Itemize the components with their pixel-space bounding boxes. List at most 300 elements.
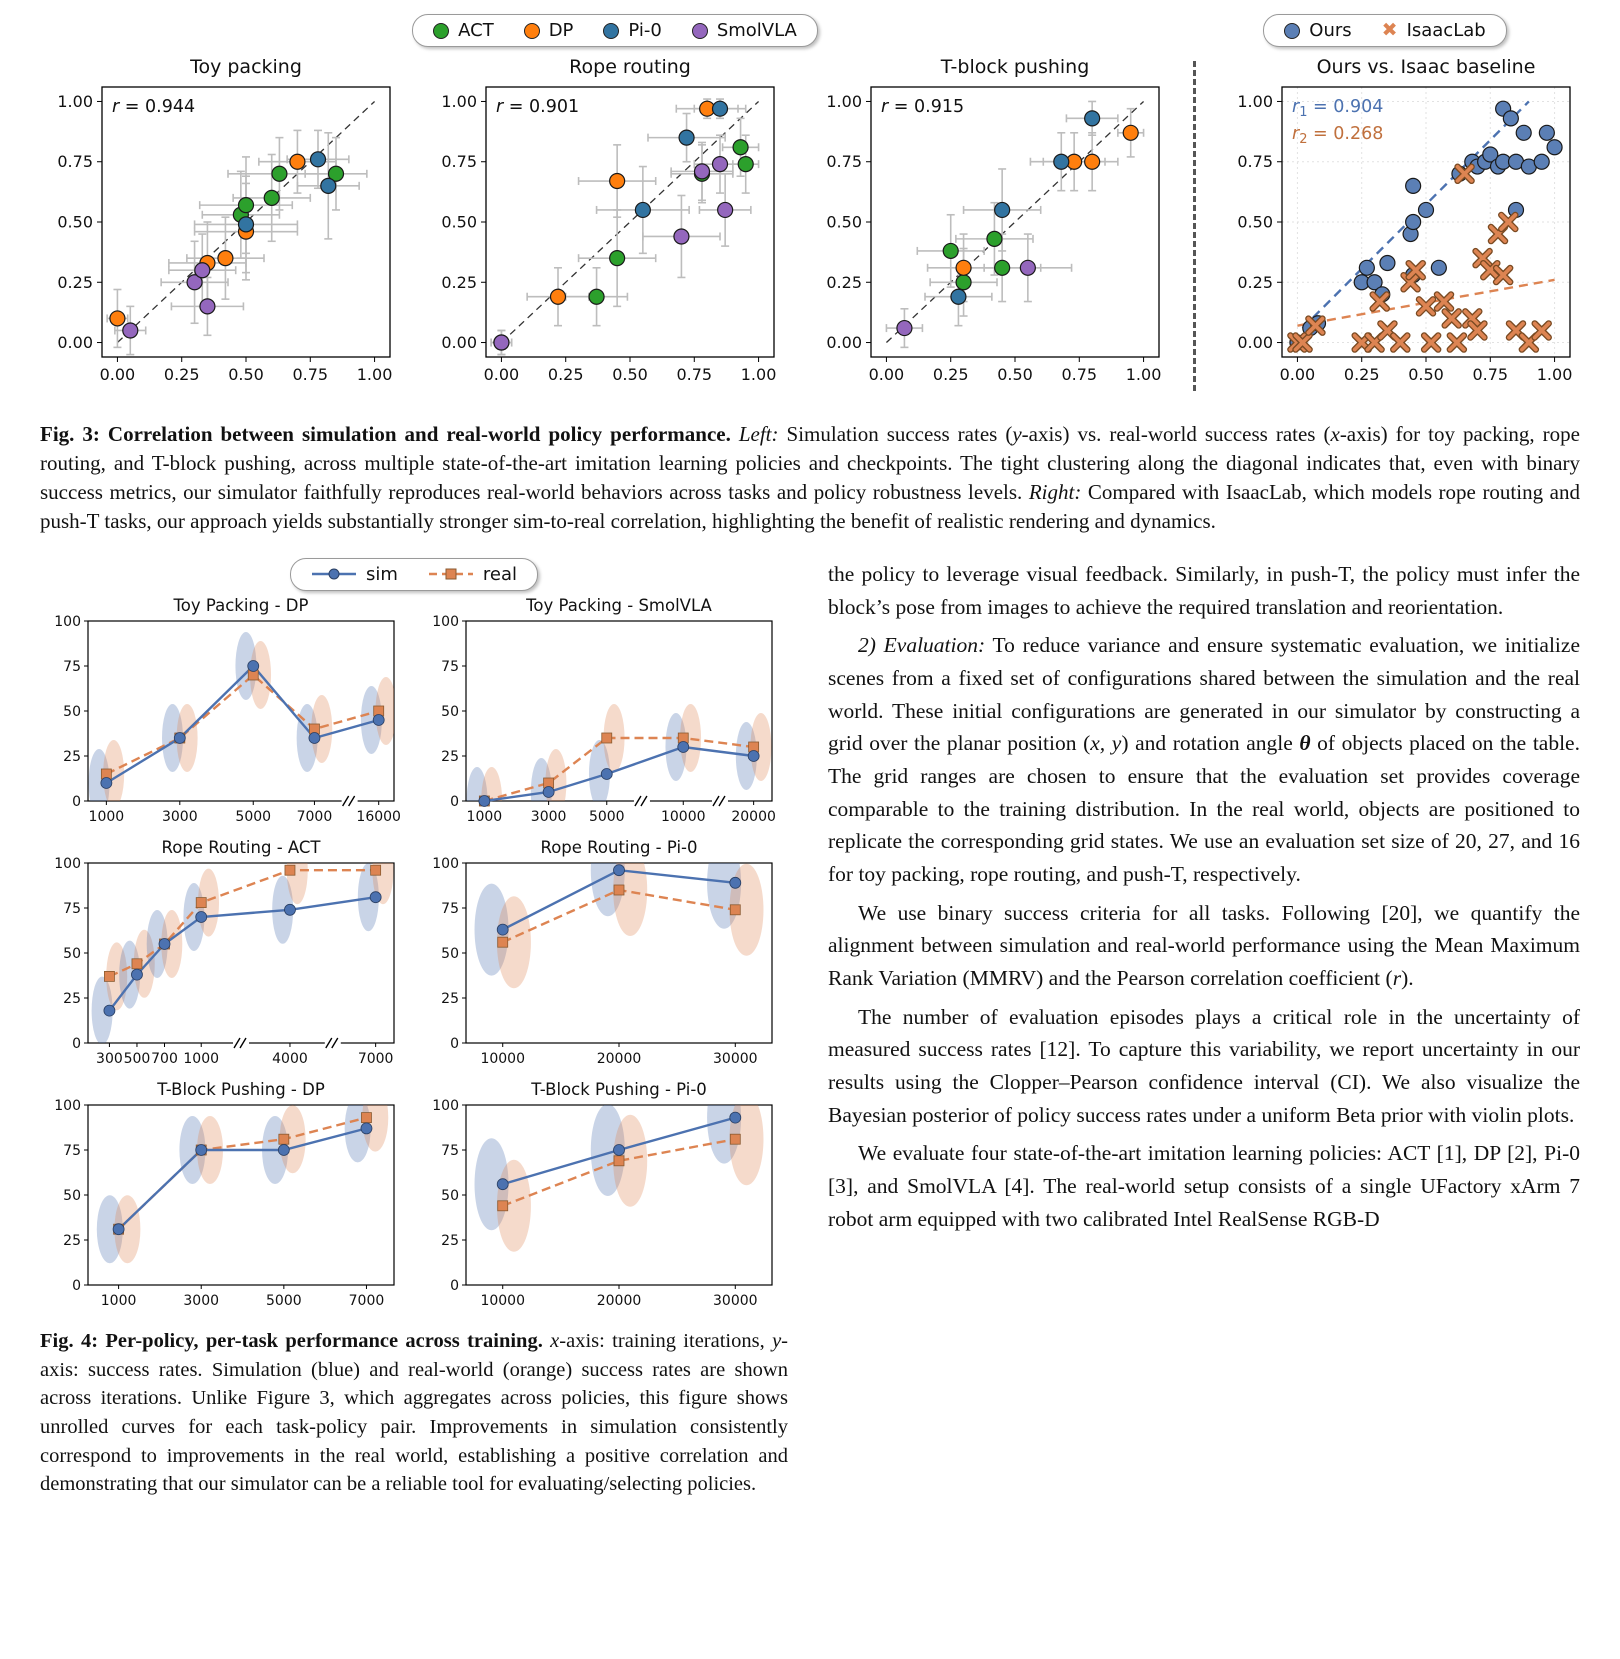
y-tick-label: 75 (63, 658, 81, 675)
pi-0-data-point (321, 178, 336, 193)
smolvla-data-point (195, 263, 210, 278)
chart-toy-dp (40, 593, 410, 833)
x-tick-label: 20000 (596, 1050, 642, 1067)
real-data-point (730, 1134, 740, 1144)
x-tick-label: 1.00 (1125, 365, 1161, 384)
real-data-point (614, 885, 624, 895)
text-segment: -axis) vs. real-world success rates ( (1021, 422, 1331, 446)
line-chart-toy-smolvla (420, 593, 786, 833)
real-data-point (730, 905, 740, 915)
figure-4 (40, 558, 788, 1499)
act-data-point (272, 166, 287, 181)
x-tick-label: 0.50 (1408, 365, 1444, 384)
y-tick-label: 50 (63, 1187, 81, 1204)
simreal-legend (290, 558, 538, 591)
sim-data-point (104, 1005, 115, 1016)
line-chart-toy-dp (42, 593, 408, 833)
x-tick-label: 7000 (357, 1050, 394, 1067)
chart-rope-pi0 (418, 835, 788, 1075)
smolvla-data-point (695, 164, 710, 179)
legend-item-pi-0 (603, 20, 661, 41)
chart-t-block-pushing (809, 51, 1169, 408)
policy-legend (412, 14, 818, 47)
x-tick-label: 500 (123, 1050, 151, 1067)
chart-toy-packing (40, 51, 400, 408)
chart-title: Toy packing (190, 56, 302, 78)
text-segment: The number of evaluation episodes plays a critical role in the uncertainty of measured success rates [12]. To capture this variability, we report uncertainty in our results using the Clopper–Pearson confidence interval (CI). We also visualize the Bayesian posterior of policy success rates under a uniform Beta prior with violin plots. (828, 1004, 1580, 1127)
dp-data-point (956, 260, 971, 275)
policy-legend-zone (40, 14, 1190, 47)
circle-marker-icon (692, 23, 708, 39)
x-tick-label: 20000 (731, 808, 776, 825)
text-segment: Left: (738, 422, 779, 446)
x-tick-label: 300 (96, 1050, 123, 1067)
isaaclab-x-marker (1450, 336, 1464, 350)
y-tick-label: 0 (72, 1277, 81, 1294)
sim-data-point (159, 938, 170, 949)
fig4-legend-zone (40, 558, 788, 591)
sim-data-point (196, 911, 207, 922)
pi-0-data-point (636, 202, 651, 217)
text-segment: Simulation success rates ( (778, 422, 1013, 446)
text-segment: Right: (1028, 479, 1082, 504)
y-tick-label: 1.00 (1237, 91, 1273, 111)
y-tick-label: 0.00 (825, 333, 862, 353)
chart-tblock-dp (40, 1077, 410, 1317)
y-tick-label: 0.50 (441, 212, 478, 232)
circle-marker-icon (433, 23, 449, 39)
y-tick-label: 0.25 (441, 272, 478, 292)
act-data-point (994, 260, 1009, 275)
real-data-point (104, 971, 114, 981)
x-tick-label: 1000 (466, 808, 503, 825)
y-tick-label: 100 (54, 613, 81, 630)
dp-data-point (551, 289, 566, 304)
pi-0-data-point (311, 152, 326, 167)
text-segment: x (1330, 422, 1340, 446)
legend-label: real (482, 563, 518, 585)
real-data-point (279, 1134, 289, 1144)
correlation-annotation: $r_2 = 0.268$ (1292, 124, 1384, 147)
dp-data-point (1123, 125, 1138, 140)
sim-data-point (678, 741, 689, 752)
x-tick-label: 10000 (480, 1292, 525, 1309)
body-paragraph-5 (828, 1137, 1580, 1235)
fig3-legend-row (40, 14, 1580, 47)
chart-title: Toy Packing - SmolVLA (526, 595, 712, 615)
y-tick-label: 50 (63, 945, 81, 962)
smolvla-data-point (494, 335, 509, 350)
legend-item-sim (311, 564, 398, 585)
smolvla-data-point (200, 299, 215, 314)
x-tick-label: 0.75 (676, 365, 713, 384)
x-tick-label: 3000 (530, 808, 567, 825)
sim-data-point (309, 732, 320, 743)
baseline-legend (1263, 14, 1506, 47)
ours-data-point (1380, 255, 1395, 270)
body-paragraph-4 (828, 1001, 1580, 1132)
act-data-point (264, 190, 279, 205)
real-line-marker-icon (428, 566, 474, 582)
correlation-annotation: r = 0.915 (880, 97, 964, 117)
text-segment: r (1392, 965, 1402, 990)
smolvla-data-point (713, 157, 728, 172)
y-tick-label: 50 (441, 945, 459, 962)
y-tick-label: 25 (63, 748, 81, 765)
chart-rope-routing (424, 51, 784, 408)
x-tick-label: 0.25 (548, 365, 584, 384)
y-tick-label: 25 (441, 990, 459, 1007)
text-segment: -axis) for toy packing, rope routing, and T-block pushing, across multiple state-of-the-art imitation learning policies and checkpoints. The tight clustering along the diagonal indicates that, even with binary success metrics, our simulator faithfully reproduces real-world behaviors across tasks and policy robustness levels. (40, 422, 1580, 504)
scatter-t-block-pushing (809, 51, 1169, 403)
figure-3 (40, 14, 1580, 536)
real-data-point (498, 937, 508, 947)
legend-item-act (433, 20, 494, 41)
smolvla-data-point (123, 323, 138, 338)
x-tick-label: 3000 (161, 808, 198, 825)
diagonal-line (886, 101, 1143, 342)
smolvla-data-point (1020, 260, 1035, 275)
legend-label: sim (365, 563, 398, 585)
real-line (119, 1117, 367, 1229)
sim-data-point (278, 1144, 289, 1155)
pi-0-data-point (1053, 154, 1068, 169)
isaaclab-x-marker (1535, 323, 1549, 337)
x-tick-label: 0.75 (1060, 365, 1097, 384)
y-tick-label: 0.75 (1237, 152, 1273, 172)
dp-data-point (218, 251, 233, 266)
sim-data-point (497, 1179, 508, 1190)
smolvla-data-point (896, 321, 911, 336)
text-segment: -axis: training iterations, (559, 1329, 773, 1352)
sim-data-point (284, 904, 295, 915)
legend-label: ACT (458, 20, 494, 41)
real-data-point (361, 1112, 371, 1122)
y-tick-label: 1.00 (57, 91, 93, 111)
dashed-separator (1193, 61, 1196, 391)
body-paragraph-2 (828, 629, 1580, 890)
legend-item-smolvla (692, 20, 797, 41)
x-tick-label: 5000 (588, 808, 625, 825)
sim-data-point (479, 795, 490, 806)
sim-data-point (174, 732, 185, 743)
act-data-point (943, 243, 958, 258)
pi-0-data-point (679, 130, 694, 145)
y-tick-label: 0 (72, 793, 81, 810)
sim-data-point (601, 768, 612, 779)
chart-title: Ours vs. Isaac baseline (1316, 56, 1536, 78)
y-tick-label: 100 (432, 613, 459, 630)
x-tick-label: 0.50 (228, 365, 264, 384)
chart-title: Rope Routing - Pi-0 (540, 837, 698, 857)
x-tick-label: 0.75 (1472, 365, 1509, 384)
y-tick-label: 25 (63, 1232, 81, 1249)
act-data-point (610, 251, 625, 266)
legend-label: DP (548, 20, 574, 41)
text-segment: We use binary success criteria for all tasks. Following [20], we quantify the alignment between simulation and real-world performance using the Mean Maximum Rank Variation (MMRV) and the Pearson correlation coefficient ( (828, 900, 1580, 990)
x-tick-label: 700 (151, 1050, 178, 1067)
dp-data-point (290, 154, 305, 169)
sim-data-point (361, 1123, 372, 1134)
ours-data-point (1534, 154, 1549, 169)
chart-ours-vs-isaac (1220, 51, 1580, 408)
x-tick-label: 30000 (713, 1292, 758, 1309)
correlation-annotation: r = 0.944 (112, 97, 196, 117)
smolvla-data-point (718, 202, 733, 217)
x-tick-label: 1000 (88, 808, 125, 825)
body-paragraph-3 (828, 897, 1580, 995)
x-tick-label: 20000 (596, 1292, 642, 1309)
sim-data-point (101, 777, 112, 788)
ours-data-point (1406, 178, 1421, 193)
act-data-point (589, 289, 604, 304)
legend-label: SmolVLA (716, 20, 797, 41)
line-chart-rope-pi0 (420, 835, 786, 1075)
chart-rope-act (40, 835, 410, 1075)
y-tick-label: 75 (441, 900, 459, 917)
dp-data-point (610, 174, 625, 189)
x-tick-label: 1000 (183, 1050, 220, 1067)
y-tick-label: 75 (441, 658, 459, 675)
chart-title: T-Block Pushing - DP (157, 1079, 325, 1099)
sim-data-point (113, 1224, 124, 1235)
fig4-grid (40, 593, 788, 1317)
x-tick-label: 0.00 (868, 365, 904, 384)
x-marker-icon: ✖ (1381, 19, 1398, 41)
y-tick-label: 75 (63, 900, 81, 917)
chart-title: Toy Packing - DP (173, 595, 309, 615)
fig4-caption (40, 1327, 788, 1499)
real-data-point (371, 865, 381, 875)
x-tick-label: 0.25 (163, 365, 200, 384)
ours-data-point (1516, 125, 1531, 140)
violin-layer (475, 835, 764, 988)
act-data-point (956, 275, 971, 290)
pi-0-data-point (1084, 111, 1099, 126)
line-chart-rope-act (42, 835, 408, 1075)
pi-0-data-point (950, 289, 965, 304)
x-tick-label: 0.25 (1343, 365, 1380, 384)
real-data-point (498, 1201, 508, 1211)
y-tick-label: 1.00 (441, 91, 478, 111)
y-tick-label: 0.25 (57, 272, 93, 292)
y-tick-label: 50 (441, 1187, 459, 1204)
y-tick-label: 0.25 (1237, 272, 1273, 292)
y-tick-label: 25 (441, 1232, 459, 1249)
x-tick-label: 0.00 (99, 365, 136, 384)
x-tick-label: 5000 (235, 808, 272, 825)
sim-line-marker-icon (311, 566, 357, 582)
text-segment: Compared with IsaacLab, which models rope routing and push-T tasks, our approach yields substantially stronger sim-to-real correlation, highlighting the benefit of realistic rendering and dynamics. (40, 479, 1580, 533)
y-tick-label: 100 (54, 855, 81, 872)
x-tick-label: 0.50 (996, 365, 1033, 384)
smolvla-data-point (674, 229, 689, 244)
sim-data-point (196, 1144, 207, 1155)
ours-data-point (1539, 125, 1554, 140)
x-tick-label: 10000 (660, 808, 706, 825)
sim-data-point (370, 892, 381, 903)
sim-data-point (614, 1144, 625, 1155)
ours-data-point (1406, 215, 1421, 230)
lower-two-column-section (40, 558, 1580, 1499)
legend-item-isaaclab (1382, 20, 1486, 41)
text-segment: -axis: success rates. Simulation (blue) and real-world (orange) success rates are shown across iterations. Unlike Figure 3, which aggregates across policies, this figure shows unrolled curves for each task-policy pair. Improvements in simulation consistently correspond to improvements in the real world, establishing a positive correlation and demonstrating that our simulator can be a reliable tool for evaluating/selecting policies. (40, 1329, 788, 1496)
y-tick-label: 0.75 (825, 152, 862, 172)
text-segment: 2) Evaluation: (858, 633, 986, 658)
text-segment: θ (1299, 731, 1311, 756)
chart-title: T-block pushing (940, 56, 1089, 78)
dp-data-point (1084, 154, 1099, 169)
y-tick-label: 0.75 (57, 152, 93, 172)
y-tick-label: 100 (432, 1097, 459, 1114)
y-tick-label: 100 (432, 855, 459, 872)
circle-marker-icon (603, 23, 619, 39)
legend-item-ours (1284, 20, 1351, 41)
y-tick-label: 50 (63, 703, 81, 720)
text-segment: Fig. 3: Correlation between simulation and real-world policy performance. (40, 422, 739, 446)
isaaclab-x-marker (1445, 311, 1459, 325)
violin-layer (97, 1083, 388, 1263)
chart-toy-smolvla (418, 593, 788, 833)
sim-data-point (730, 1112, 741, 1123)
fig3-caption (40, 420, 1580, 536)
y-tick-label: 0 (450, 1277, 459, 1294)
x-tick-label: 30000 (713, 1050, 758, 1067)
scatter-toy-packing (40, 51, 400, 403)
x-tick-label: 1000 (100, 1292, 137, 1309)
y-tick-label: 75 (63, 1142, 81, 1159)
text-segment: ). (1401, 965, 1414, 990)
x-tick-label: 3000 (183, 1292, 220, 1309)
pi-0-data-point (239, 217, 254, 232)
ours-data-point (1547, 140, 1562, 155)
text-segment: We evaluate four state-of-the-art imitation learning policies: ACT [1], DP [2], Pi-0 [3], and SmolVLA [4]. The real-world setup consists of a single UFactory xArm 7 robot arm equipped with two calibrated Intel RealSense RGB-D (828, 1141, 1580, 1231)
circle-marker-icon (1284, 23, 1300, 39)
sim-data-point (543, 786, 554, 797)
text-segment: y (772, 1329, 782, 1352)
legend-label: Ours (1309, 20, 1352, 41)
x-tick-label: 7000 (348, 1292, 385, 1309)
x-tick-label: 1.00 (1536, 365, 1573, 384)
real-data-point (196, 897, 206, 907)
act-data-point (986, 231, 1001, 246)
sim-data-point (748, 750, 759, 761)
y-tick-label: 0 (72, 1035, 81, 1052)
x-tick-label: 0.50 (612, 365, 649, 384)
ours-data-point (1419, 202, 1434, 217)
ours-data-point (1431, 260, 1446, 275)
body-paragraph-1 (828, 558, 1580, 623)
y-tick-label: 0 (450, 1035, 459, 1052)
chart-title: Rope routing (569, 56, 692, 78)
real-data-point (614, 1156, 624, 1166)
violin-layer (89, 632, 397, 817)
pi-0-data-point (994, 202, 1009, 217)
circle-marker-icon (524, 23, 540, 39)
line-chart-tblock-pi0 (420, 1077, 786, 1317)
y-tick-label: 75 (441, 1142, 459, 1159)
text-segment: x, y (1090, 731, 1122, 756)
act-data-point (738, 157, 753, 172)
correlation-annotation: r = 0.901 (496, 97, 580, 117)
y-tick-label: 0 (450, 793, 459, 810)
y-tick-label: 0.00 (1237, 333, 1273, 353)
legend-label: Pi-0 (628, 20, 662, 41)
act-data-point (239, 198, 254, 213)
chart-title: T-Block Pushing - Pi-0 (531, 1079, 707, 1099)
dp-data-point (110, 311, 125, 326)
x-tick-label: 0.00 (483, 365, 520, 384)
text-segment: x (550, 1329, 560, 1352)
real-data-point (132, 959, 142, 969)
x-tick-label: 0.25 (932, 365, 969, 384)
real-data-point (602, 733, 612, 743)
text-segment: Fig. 4: Per-policy, per-task performance across training. (40, 1329, 551, 1352)
text-segment: y (1012, 422, 1022, 446)
x-tick-label: 1.00 (741, 365, 777, 384)
sim-data-point (248, 660, 259, 671)
sim-data-point (730, 877, 741, 888)
chart-tblock-pi0 (418, 1077, 788, 1317)
body-text-column (828, 558, 1580, 1499)
correlation-annotation: $r_1 = 0.904$ (1292, 97, 1384, 120)
sim-data-point (497, 924, 508, 935)
x-tick-label: 7000 (296, 808, 333, 825)
chart-title: Rope Routing - ACT (161, 837, 321, 857)
real-data-point (285, 865, 295, 875)
x-tick-label: 4000 (272, 1050, 308, 1067)
text-segment: To reduce variance and ensure systematic evaluation, we initialize scenes from a fixed set of configurations shared between the simulation and the real world. These initial configurations are generated in our simulator by constructing a grid over the planar position ( (828, 633, 1580, 756)
y-tick-label: 0.75 (441, 152, 478, 172)
x-tick-label: 0.00 (1279, 365, 1316, 384)
y-tick-label: 1.00 (825, 91, 862, 111)
text-segment: ) and rotation angle (1121, 731, 1300, 756)
sim-data-point (614, 865, 625, 876)
text-segment: the policy to leverage visual feedback. Similarly, in push-T, the policy must infer the block’s pose from images to achieve the required translation and reorientation. (828, 561, 1580, 619)
text-segment: of objects placed on the table. The grid ranges are chosen to ensure that the evaluation set provides coverage comparable to the training distribution. In the real world, objects are positioned to replicate the corresponding grid states. We use an evaluation set size of 20, 27, and 16 for toy packing, rope routing, and push-T, respectively. (828, 731, 1580, 886)
x-tick-label: 10000 (480, 1050, 525, 1067)
ours-data-point (1503, 111, 1518, 126)
baseline-legend-zone (1190, 14, 1580, 47)
y-tick-label: 0.50 (825, 212, 862, 232)
ours-data-point (1359, 260, 1374, 275)
act-data-point (733, 140, 748, 155)
pi-0-data-point (713, 101, 728, 116)
legend-label: IsaacLab (1406, 20, 1486, 41)
scatter-rope-routing (424, 51, 784, 403)
y-tick-label: 0.50 (57, 212, 93, 232)
line-chart-tblock-dp (42, 1077, 408, 1317)
sim-data-point (131, 969, 142, 980)
isaaclab-x-marker (1393, 336, 1407, 350)
y-tick-label: 25 (441, 748, 459, 765)
y-tick-label: 100 (54, 1097, 81, 1114)
fig3-charts-row (40, 51, 1580, 408)
y-tick-label: 0.00 (441, 333, 478, 353)
legend-item-real (428, 564, 517, 585)
y-tick-label: 0.25 (825, 272, 862, 292)
scatter-ours-vs-isaac (1220, 51, 1580, 403)
y-tick-label: 25 (63, 990, 81, 1007)
y-tick-label: 50 (441, 703, 459, 720)
violin-layer (92, 836, 394, 1044)
isaaclab-x-marker (1419, 299, 1433, 313)
sim-data-point (373, 714, 384, 725)
x-tick-label: 5000 (266, 1292, 302, 1309)
legend-item-dp (524, 20, 574, 41)
x-tick-label: 16000 (356, 808, 401, 825)
y-tick-label: 0.50 (1237, 212, 1273, 232)
